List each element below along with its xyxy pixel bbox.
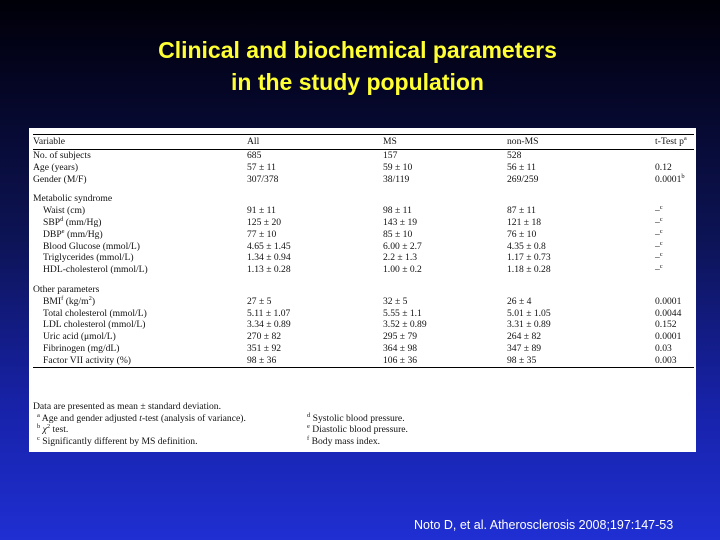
row-label: Waist (cm) [43, 205, 86, 217]
cell-p [655, 150, 694, 162]
cell-p: 0.152 [655, 319, 677, 331]
cell-non-ms: 5.01 ± 1.05 [507, 307, 551, 319]
table-row [33, 252, 694, 264]
cell-all: 98 ± 36 [247, 355, 383, 367]
footnote-main: Data are presented as mean ± standard deviation. [33, 401, 222, 412]
table-row [33, 162, 694, 174]
table-row [33, 319, 694, 331]
row-label: No. of subjects [33, 150, 91, 161]
row-label: Age (years) [33, 161, 79, 173]
cell-all: 91 ± 11 [247, 205, 276, 217]
section-heading-row [33, 193, 694, 205]
cell-ms: 59 ± 10 [383, 161, 413, 173]
cell-ms: 32 ± 5 [383, 295, 408, 307]
cell-p: 0.0001 [655, 331, 682, 343]
cell-ms: 6.00 ± 2.7 [383, 240, 422, 252]
cell-all: 125 ± 20 [247, 216, 282, 228]
cell-ms: 2.2 ± 1.3 [383, 252, 418, 264]
cell-p: –$^c$ [655, 204, 663, 217]
cell-p: 0.12 [655, 161, 672, 173]
cell-p: –$^c$ [655, 251, 663, 264]
cell-all: 307/378 [247, 173, 279, 185]
table-row [33, 331, 694, 343]
parameters-table [33, 134, 694, 368]
row-label: Blood Glucose (mmol/L) [43, 240, 140, 252]
header-ms: MS [383, 135, 507, 150]
cell-all: 1.13 ± 0.28 [247, 264, 291, 276]
cell-all: 270 ± 82 [247, 331, 282, 343]
cell-all: 4.65 ± 1.45 [247, 240, 291, 252]
cell-non-ms: 264 ± 82 [507, 331, 542, 343]
table-row [33, 217, 694, 229]
cell-non-ms: 56 ± 11 [507, 161, 536, 173]
row-label: LDL cholesterol (mmol/L) [43, 319, 146, 331]
cell-non-ms: 26 ± 4 [507, 295, 532, 307]
citation-text: Noto D, et al. Atherosclerosis 2008;197:147-53 [414, 518, 674, 532]
cell-all: 351 ± 92 [247, 342, 282, 354]
cell-ms: 143 ± 19 [383, 216, 418, 228]
cell-p: –$^c$ [655, 215, 663, 228]
cell-p: –$^c$ [655, 263, 663, 276]
cell-ms: 1.00 ± 0.2 [383, 264, 422, 276]
row-label: Factor VII activity (%) [33, 355, 247, 367]
footnote-e: $^e$ Diastolic blood pressure. [307, 423, 408, 435]
row-label: Triglycerides (mmol/L) [43, 252, 134, 264]
footnote-c: $^c$ Significantly different by MS definition. [37, 434, 198, 447]
table-row [33, 343, 694, 355]
cell-all: 685 [247, 150, 262, 161]
section-metabolic-syndrome: Metabolic syndrome [33, 193, 113, 205]
cell-ms: 5.55 ± 1.1 [383, 307, 422, 319]
cell-p: 0.003 [655, 355, 694, 367]
cell-non-ms: 528 [507, 150, 522, 161]
cell-ms: 85 ± 10 [383, 228, 413, 240]
cell-non-ms: 76 ± 10 [507, 228, 537, 240]
table-row [33, 205, 694, 217]
header-non-ms: non-MS [507, 135, 655, 150]
table-row [33, 241, 694, 253]
row-label: Total cholesterol (mmol/L) [43, 307, 147, 319]
cell-non-ms: 347 ± 89 [507, 342, 542, 354]
section-other-parameters: Other parameters [33, 283, 100, 295]
header-t-test: t-Test $p^a$ [655, 135, 694, 150]
cell-ms: 38/119 [383, 173, 410, 185]
cell-ms: 157 [383, 150, 398, 161]
row-label: DBP$^e$ (mm/Hg) [43, 227, 103, 240]
table-row [33, 355, 694, 367]
cell-ms: 98 ± 11 [383, 205, 412, 217]
cell-all: 77 ± 10 [247, 228, 277, 240]
cell-ms: 295 ± 79 [383, 331, 418, 343]
cell-all: 3.34 ± 0.89 [247, 319, 291, 331]
table-row [33, 174, 694, 186]
cell-all: 1.34 ± 0.94 [247, 252, 291, 264]
cell-p: 0.03 [655, 342, 672, 354]
slide-title-line-1: Clinical and biochemical parameters [158, 37, 557, 63]
cell-non-ms: 269/259 [507, 173, 539, 185]
cell-all: 57 ± 11 [247, 161, 276, 173]
table-row [33, 229, 694, 241]
section-heading-row [33, 284, 694, 296]
cell-ms: 3.52 ± 0.89 [383, 319, 427, 331]
cell-non-ms: 1.17 ± 0.73 [507, 252, 551, 264]
cell-all: 27 ± 5 [247, 295, 272, 307]
row-label: SBP$^d$ (mm/Hg) [43, 215, 102, 228]
footnote-d: $^d$ Systolic blood pressure. [307, 411, 405, 424]
table-header-row [33, 135, 694, 150]
row-label: Fibrinogen (mg/dL) [43, 342, 120, 354]
table-row [33, 264, 694, 276]
header-variable: Variable [33, 135, 247, 150]
cell-p: 0.0001 [655, 295, 682, 307]
header-all: All [247, 135, 383, 150]
cell-ms: 364 ± 98 [383, 342, 418, 354]
footnote-a: $^a$ Age and gender adjusted t-test (analysis of variance). [37, 411, 246, 424]
slide-title-line-2: in the study population [231, 69, 484, 95]
row-label: Gender (M/F) [33, 173, 87, 185]
cell-non-ms: 4.35 ± 0.8 [507, 240, 546, 252]
cell-p: –$^c$ [655, 227, 663, 240]
cell-all: 5.11 ± 1.07 [247, 307, 291, 319]
cell-non-ms: 121 ± 18 [507, 216, 542, 228]
cell-p: 0.0001$^b$ [655, 172, 685, 185]
row-label: Uric acid (μmol/L) [43, 331, 116, 343]
cell-non-ms: 98 ± 35 [507, 355, 655, 367]
table-row [33, 308, 694, 320]
cell-ms: 106 ± 36 [383, 355, 507, 367]
cell-non-ms: 1.18 ± 0.28 [507, 264, 551, 276]
table-footnotes [33, 401, 693, 447]
footnote-f: $^f$ Body mass index. [307, 434, 381, 447]
table-row [33, 296, 694, 308]
cell-non-ms: 87 ± 11 [507, 205, 536, 217]
table-row [33, 150, 694, 162]
row-label: HDL-cholesterol (mmol/L) [43, 264, 148, 276]
cell-non-ms: 3.31 ± 0.89 [507, 319, 551, 331]
footnote-b: $^b$ $\chi^2$ test. [37, 423, 69, 435]
cell-p: –$^c$ [655, 239, 663, 252]
slide-title [0, 34, 715, 98]
cell-p: 0.0044 [655, 307, 682, 319]
row-label: BMI$^f$ $(kg/m^2)$ [43, 294, 96, 307]
parameters-table-card [29, 128, 696, 452]
